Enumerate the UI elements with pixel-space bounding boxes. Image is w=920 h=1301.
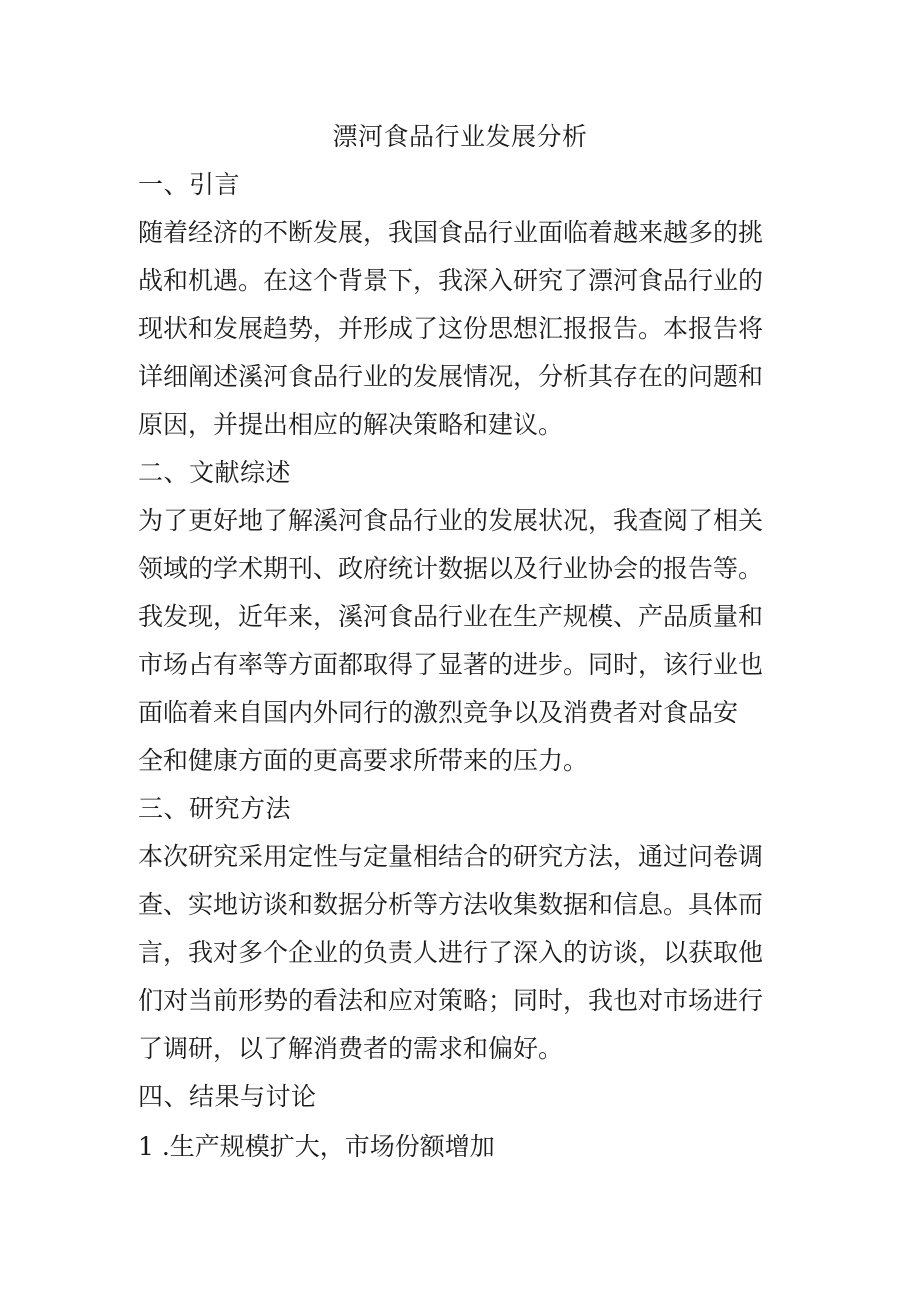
paragraph-line: 详细阐述溪河食品行业的发展情况，分析其存在的问题和: [138, 362, 764, 391]
section-heading-results-discussion: 四、结果与讨论: [138, 1082, 317, 1111]
section-heading-research-methods: 三、研究方法: [138, 794, 292, 823]
paragraph-line: 面临着来自国内外同行的激烈竞争以及消费者对食品安: [138, 698, 739, 727]
paragraph-line: 我发现，近年来，溪河食品行业在生产规模、产品质量和: [138, 602, 764, 631]
paragraph-line: 原因，并提出相应的解决策略和建议。: [138, 410, 564, 439]
paragraph-line: 了调研，以了解消费者的需求和偏好。: [138, 1034, 564, 1063]
document-title: 漂河食品行业发展分析: [332, 122, 588, 151]
paragraph-line: 市场占有率等方面都取得了显著的进步。同时，该行业也: [138, 650, 764, 679]
paragraph-line: 随着经济的不断发展，我国食品行业面临着越来越多的挑: [138, 218, 764, 247]
section-heading-introduction: 一、引言: [138, 170, 241, 199]
paragraph-line: 战和机遇。在这个背景下，我深入研究了漂河食品行业的: [138, 266, 764, 295]
paragraph-line: 为了更好地了解溪河食品行业的发展状况，我查阅了相关: [138, 506, 764, 535]
paragraph-line: 们对当前形势的看法和应对策略；同时，我也对市场进行: [138, 986, 764, 1015]
paragraph-line: 本次研究采用定性与定量相结合的研究方法，通过问卷调: [138, 842, 764, 871]
paragraph-line: 言，我对多个企业的负责人进行了深入的访谈，以获取他: [138, 938, 764, 967]
section-heading-literature-review: 二、文献综述: [138, 458, 292, 487]
paragraph-line: 查、实地访谈和数据分析等方法收集数据和信息。具体而: [138, 890, 764, 919]
paragraph-line: 全和健康方面的更高要求所带来的压力。: [138, 746, 589, 775]
paragraph-line: 现状和发展趋势，并形成了这份思想汇报报告。本报告将: [138, 314, 764, 343]
paragraph-line: 领域的学术期刊、政府统计数据以及行业协会的报告等。: [138, 554, 764, 583]
numbered-item: 1 .生产规模扩大，市场份额增加: [138, 1132, 495, 1161]
